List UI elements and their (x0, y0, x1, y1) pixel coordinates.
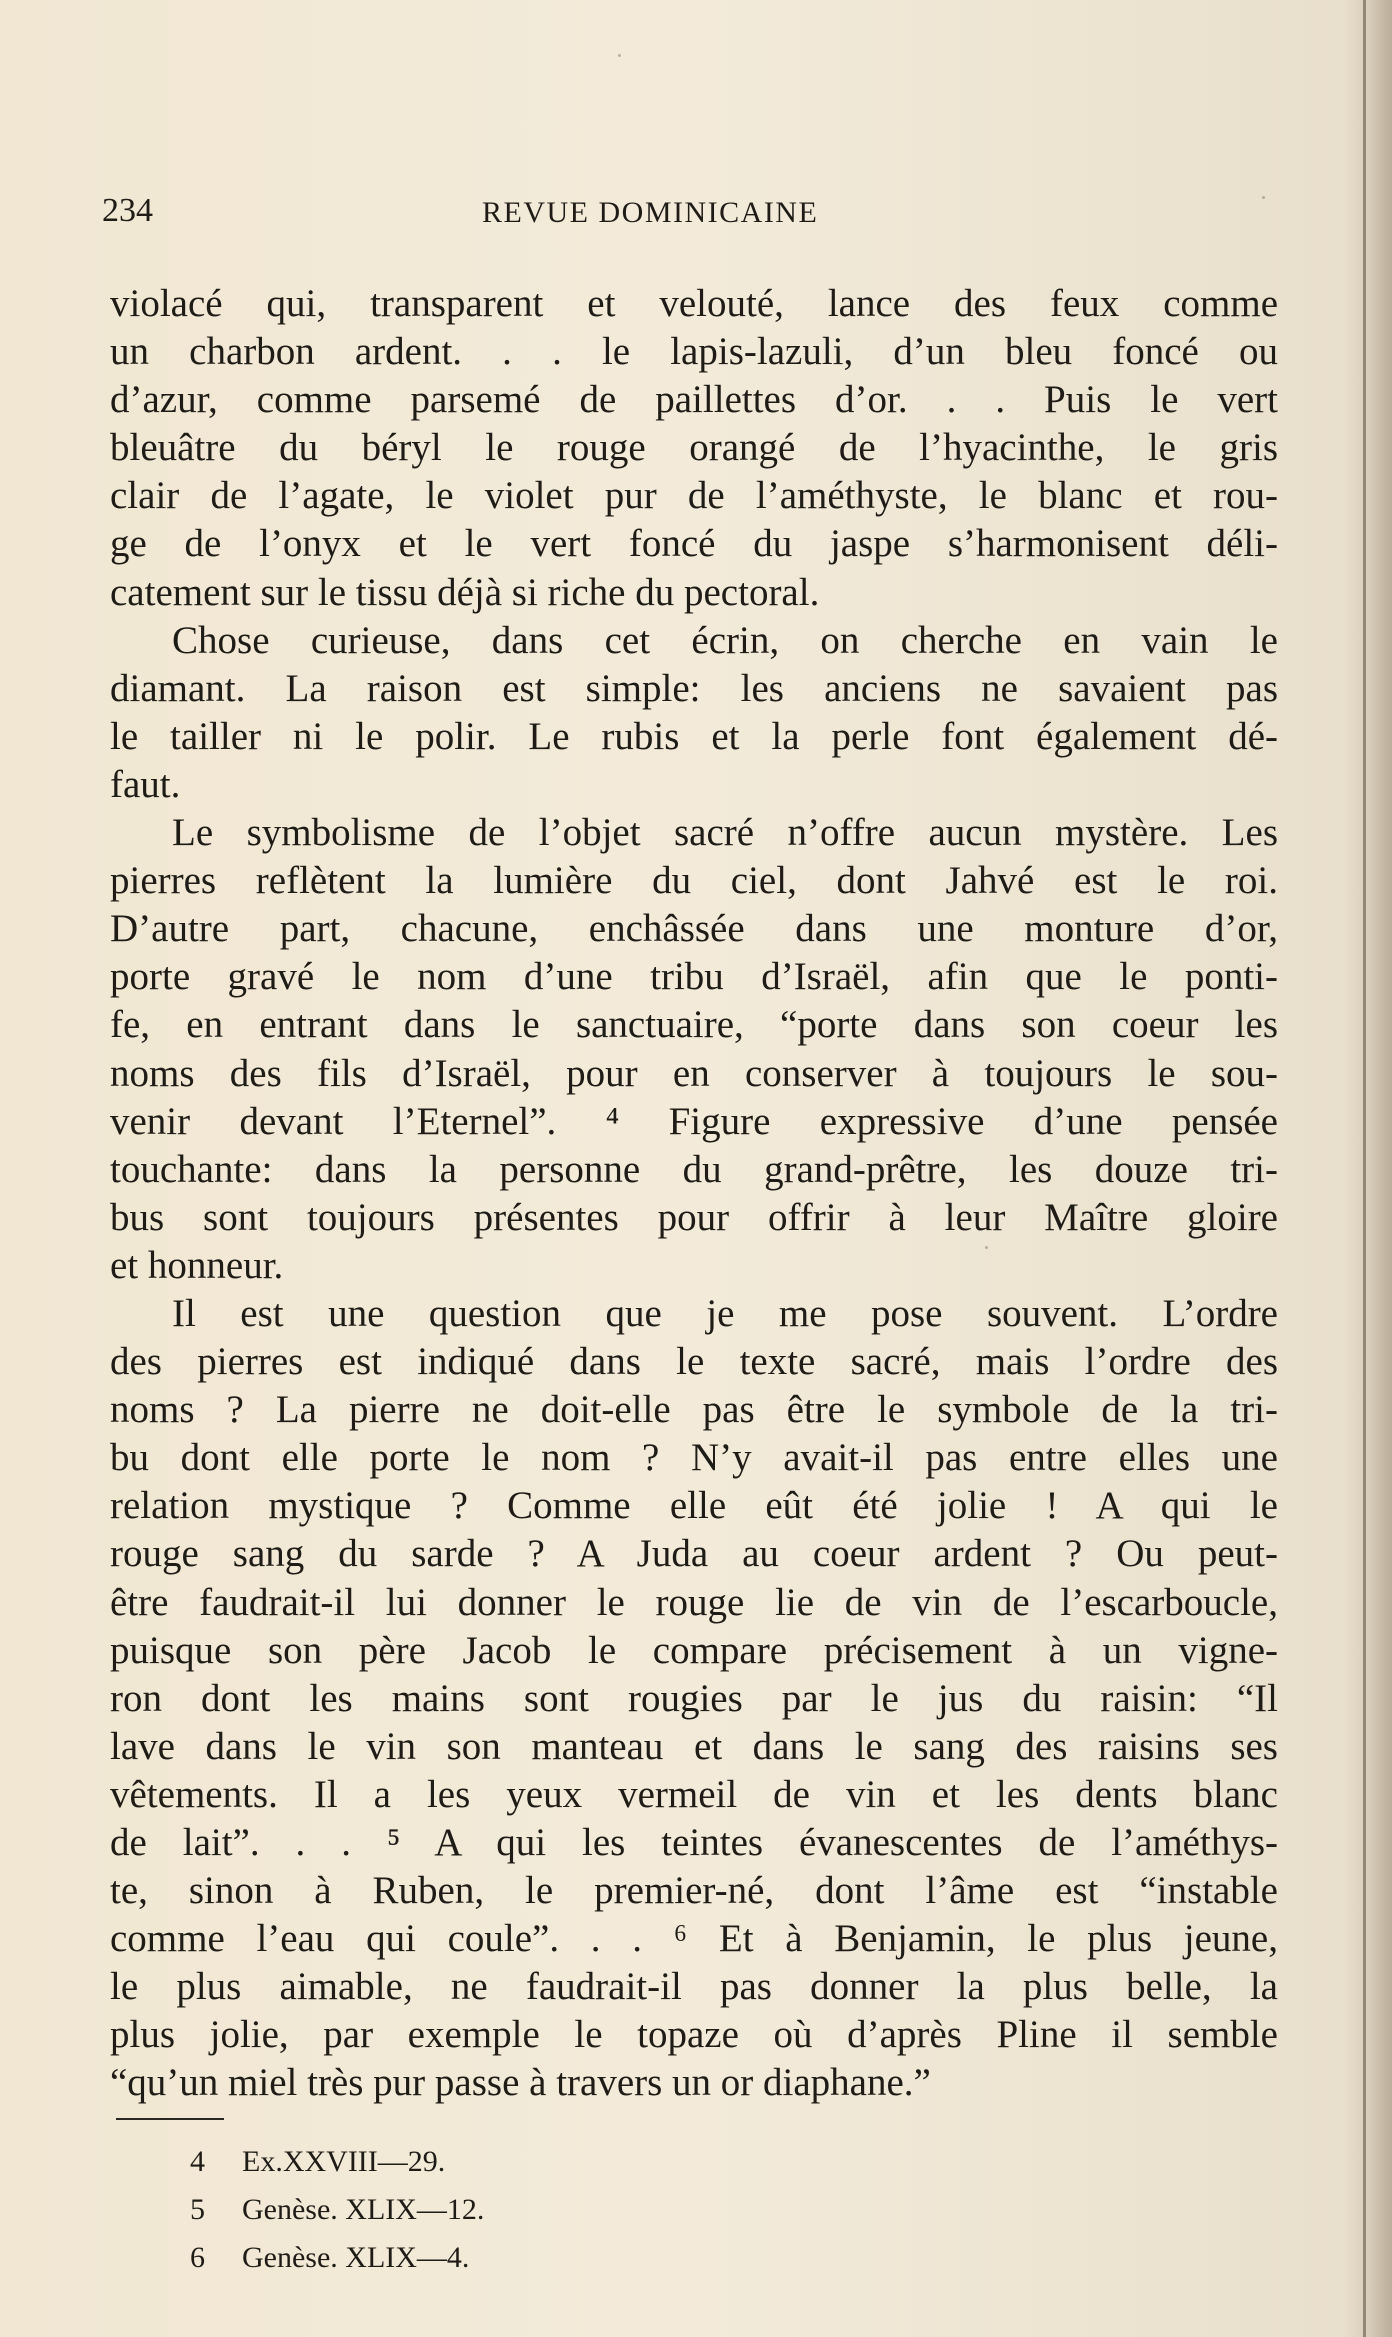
footnote-text: Genèse. XLIX—12. (242, 2193, 485, 2226)
footnote (190, 2186, 484, 2234)
footnote (190, 2234, 484, 2282)
text-line: rouge sang du sarde ? A Juda au coeur ardent ? Ou peut- (110, 1532, 1278, 1576)
text-line: porte gravé le nom d’une tribu d’Israël, afin que le ponti- (110, 955, 1278, 999)
text-line: clair de l’agate, le violet pur de l’améthyste, le blanc et rou- (110, 474, 1278, 518)
text-line: lave dans le vin son manteau et dans le sang des raisins ses (110, 1724, 1278, 1768)
text-line: noms des fils d’Israël, pour en conserver à toujours le sou- (110, 1051, 1278, 1095)
text-line: plus jolie, par exemple le topaze où d’après Pline il semble (110, 2013, 1278, 2057)
text-line: faut. (110, 762, 181, 806)
text-line: violacé qui, transparent et velouté, lance des feux comme (110, 282, 1278, 325)
footnote-rule (116, 2118, 224, 2120)
page-spine-shadow (1344, 0, 1392, 2337)
footnote-number: 6 (190, 2241, 205, 2274)
text-line: Chose curieuse, dans cet écrin, on cherche en vain le (172, 618, 1278, 662)
text-line: fe, en entrant dans le sanctuaire, “porte dans son coeur les (110, 1003, 1278, 1047)
text-line: bleuâtre du béryl le rouge orangé de l’hyacinthe, le gris (110, 426, 1278, 470)
text-line: d’azur, comme parsemé de paillettes d’or. . . Puis le vert (110, 378, 1278, 422)
text-line: puisque son père Jacob le compare précisement à un vigne- (110, 1628, 1278, 1672)
text-line: “qu’un miel très pur passe à travers un or diaphane.” (110, 2061, 931, 2105)
text-line: le plus aimable, ne faudrait-il pas donner la plus belle, la (110, 1965, 1278, 2009)
text-line: vêtements. Il a les yeux vermeil de vin et les dents blanc (110, 1772, 1278, 1816)
page-number: 234 (102, 192, 153, 229)
paper-speck (618, 54, 621, 57)
text-line: ron dont les mains sont rougies par le jus du raisin: “Il (110, 1676, 1278, 1720)
text-line: relation mystique ? Comme elle eût été jolie ! A qui le (110, 1484, 1278, 1528)
body-text (110, 280, 1278, 2108)
text-line: et honneur. (110, 1243, 284, 1287)
paper-speck (1262, 196, 1265, 199)
footnotes (190, 2138, 484, 2282)
footnote-text: Genèse. XLIX—4. (242, 2241, 470, 2274)
text-line: te, sinon à Ruben, le premier-né, dont l’âme est “instable (110, 1869, 1278, 1913)
text-line: pierres reflètent la lumière du ciel, dont Jahvé est le roi. (110, 859, 1278, 903)
text-line: D’autre part, chacune, enchâssée dans une monture d’or, (110, 907, 1278, 951)
footnote-number: 5 (190, 2193, 205, 2226)
text-line: Il est une question que je me pose souvent. L’ordre (172, 1291, 1278, 1335)
text-line: le tailler ni le polir. Le rubis et la perle font également dé- (110, 714, 1278, 758)
text-line: venir devant l’Eternel”. ⁴ Figure expressive d’une pensée (110, 1099, 1278, 1143)
text-line: comme l’eau qui coule”. . . ⁶ Et à Benjamin, le plus jeune, (110, 1917, 1278, 1961)
text-line: bus sont toujours présentes pour offrir à leur Maître gloire (110, 1195, 1278, 1239)
footnote-number: 4 (190, 2145, 205, 2178)
text-line: catement sur le tissu déjà si riche du pectoral. (110, 570, 820, 614)
footnote (190, 2138, 484, 2186)
text-line: diamant. La raison est simple: les anciens ne savaient pas (110, 666, 1278, 710)
text-line: Le symbolisme de l’objet sacré n’offre aucun mystère. Les (172, 811, 1278, 855)
text-line: un charbon ardent. . . le lapis-lazuli, d’un bleu foncé ou (110, 330, 1278, 374)
footnote-text: Ex.XXVIII—29. (242, 2145, 446, 2178)
text-line: bu dont elle porte le nom ? N’y avait-il pas entre elles une (110, 1436, 1278, 1480)
running-head: REVUE DOMINICAINE (482, 196, 819, 229)
text-line: ge de l’onyx et le vert foncé du jaspe s’harmonisent déli- (110, 522, 1278, 566)
page-edge-line (1363, 0, 1366, 2337)
text-line: des pierres est indiqué dans le texte sacré, mais l’ordre des (110, 1340, 1278, 1384)
text-line: de lait”. . . ⁵ A qui les teintes évanescentes de l’améthys- (110, 1821, 1278, 1864)
paper-speck (985, 1246, 988, 1249)
page-header (102, 192, 1282, 238)
text-line: noms ? La pierre ne doit-elle pas être le symbole de la tri- (110, 1388, 1278, 1432)
text-line: touchante: dans la personne du grand-prêtre, les douze tri- (110, 1147, 1278, 1191)
text-line: être faudrait-il lui donner le rouge lie de vin de l’escarboucle, (110, 1580, 1278, 1624)
